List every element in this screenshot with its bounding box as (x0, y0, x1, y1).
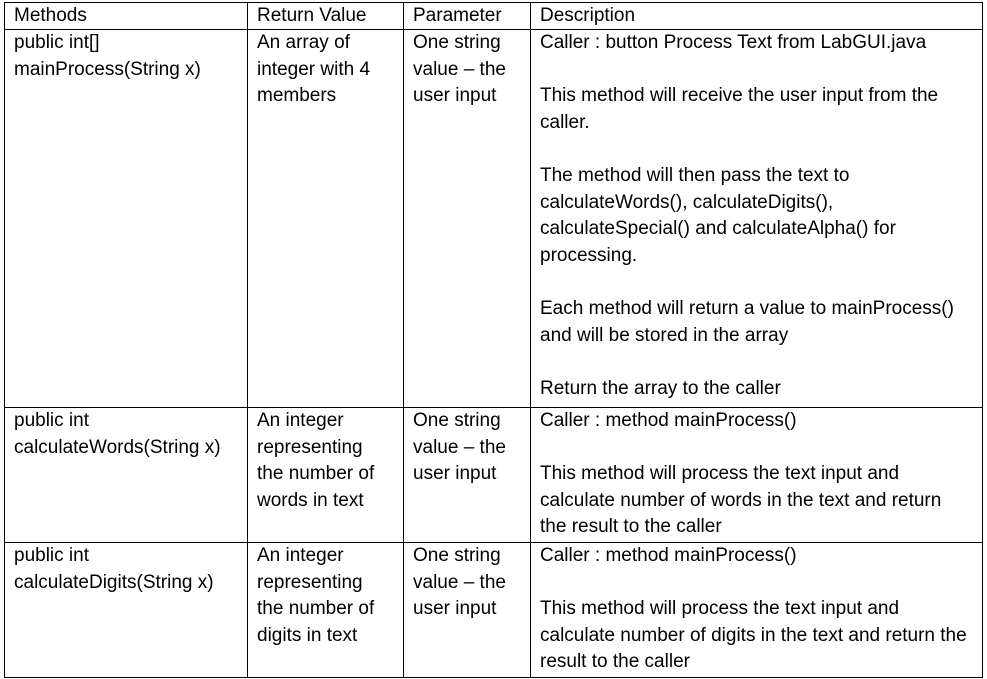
header-return-value: Return Value (248, 3, 404, 30)
header-parameter: Parameter (404, 3, 531, 30)
description-paragraph: This method will receive the user input from the caller. (540, 85, 939, 133)
method-signature: public int calculateDigits(String x) (5, 543, 248, 678)
description-paragraph: This method will process the text input and calculate number of words in the text and return the result to the caller (540, 463, 942, 538)
table-header-row (5, 3, 983, 30)
parameter-cell: One string value – the user input (404, 408, 531, 543)
description-paragraph: Return the array to the caller (540, 377, 781, 399)
description-caller: Caller : method mainProcess() (540, 410, 797, 431)
return-value-cell: An integer representing the number of digits in text (248, 543, 404, 678)
methods-table (4, 2, 983, 678)
description-paragraph: Each method will return a value to mainProcess() and will be stored in the array (540, 297, 954, 346)
description-caller: Caller : button Process Text from LabGUI.java (540, 32, 927, 53)
table-row (5, 408, 983, 543)
description-paragraph: The method will then pass the text to calculateWords(), calculateDigits(), calculateSpecial() and calculateAlpha() for processing. (540, 164, 896, 266)
parameter-cell: One string value – the user input (404, 543, 531, 678)
description-cell (531, 30, 983, 408)
description-caller: Caller : method mainProcess() (540, 545, 797, 566)
description-cell (531, 408, 983, 543)
method-signature: public int[] mainProcess(String x) (5, 30, 248, 408)
method-signature: public int calculateWords(String x) (5, 408, 248, 543)
parameter-cell: One string value – the user input (404, 30, 531, 408)
header-description: Description (531, 3, 983, 30)
table-row (5, 30, 983, 408)
header-methods: Methods (5, 3, 248, 30)
table-row (5, 543, 983, 678)
return-value-cell: An integer representing the number of words in text (248, 408, 404, 543)
return-value-cell: An array of integer with 4 members (248, 30, 404, 408)
description-paragraph: This method will process the text input and calculate number of digits in the text and return the result to the caller (540, 598, 967, 673)
description-cell (531, 543, 983, 678)
